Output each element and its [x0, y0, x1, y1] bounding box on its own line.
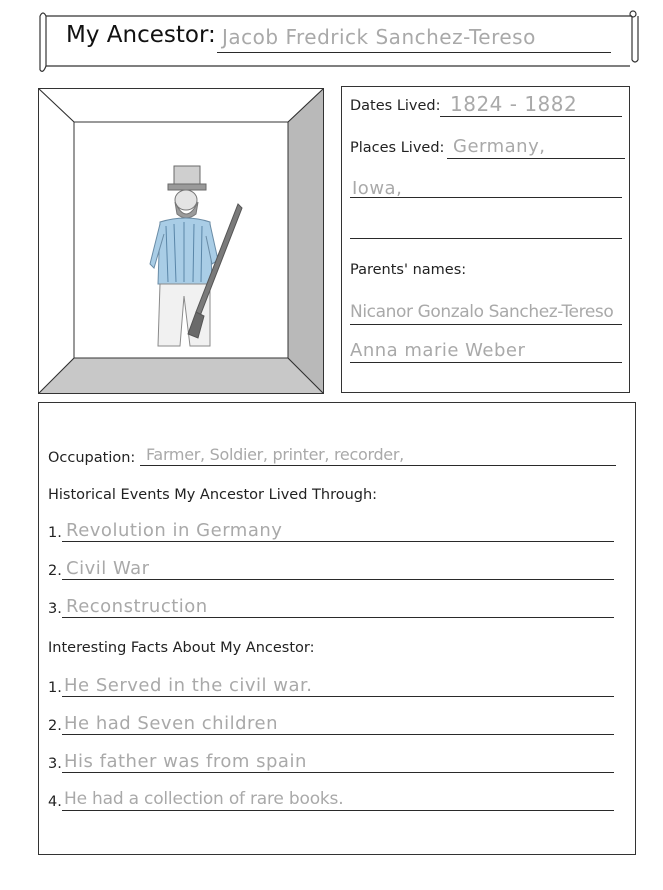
- event-3-text: Reconstruction: [66, 596, 208, 617]
- fact-2-number: 2.: [48, 718, 62, 734]
- fact-1-number: 1.: [48, 680, 62, 696]
- parents-label: Parents' names:: [350, 262, 467, 278]
- fact-3-text: His father was from spain: [64, 751, 307, 772]
- event-2-text: Civil War: [66, 558, 150, 579]
- event-2-line: [62, 579, 614, 580]
- header-label: My Ancestor:: [66, 22, 216, 48]
- fact-3-number: 3.: [48, 756, 62, 772]
- fact-4-number: 4.: [48, 794, 62, 810]
- ancestor-name-line: [217, 52, 611, 53]
- parents-line-1: [350, 324, 622, 325]
- fact-1-line: [62, 696, 614, 697]
- fact-2-text: He had Seven children: [64, 713, 278, 734]
- dates-value: 1824 - 1882: [450, 92, 578, 116]
- occupation-label: Occupation:: [48, 450, 136, 466]
- event-2-number: 2.: [48, 563, 62, 579]
- places-value-1: Germany,: [453, 136, 546, 157]
- event-1-number: 1.: [48, 525, 62, 541]
- dates-label: Dates Lived:: [350, 98, 441, 114]
- parent-2-name: Anna marie Weber: [350, 340, 526, 361]
- places-label: Places Lived:: [350, 140, 445, 156]
- event-1-line: [62, 541, 614, 542]
- dates-line: [440, 116, 622, 117]
- parent-1-name: Nicanor Gonzalo Sanchez-Tereso: [350, 302, 614, 322]
- places-line-1: [447, 158, 625, 159]
- fact-4-line: [62, 810, 614, 811]
- portrait-frame: [38, 88, 324, 394]
- fact-4-text: He had a collection of rare books.: [64, 789, 344, 809]
- fact-3-line: [62, 772, 614, 773]
- event-3-line: [62, 617, 614, 618]
- fact-1-text: He Served in the civil war.: [64, 675, 313, 696]
- event-3-number: 3.: [48, 601, 62, 617]
- places-value-2: Iowa,: [352, 178, 403, 199]
- ancestor-name: Jacob Fredrick Sanchez-Tereso: [222, 25, 536, 49]
- ancestor-drawing: [138, 156, 248, 356]
- facts-heading: Interesting Facts About My Ancestor:: [48, 640, 315, 656]
- places-line-3: [350, 238, 622, 239]
- occupation-value: Farmer, Soldier, printer, recorder,: [146, 445, 404, 464]
- places-line-2: [350, 197, 622, 198]
- parents-line-2: [350, 362, 622, 363]
- events-heading: Historical Events My Ancestor Lived Through:: [48, 487, 378, 503]
- details-box: [38, 402, 636, 855]
- event-1-text: Revolution in Germany: [66, 520, 283, 541]
- fact-2-line: [62, 734, 614, 735]
- occupation-line: [140, 465, 616, 466]
